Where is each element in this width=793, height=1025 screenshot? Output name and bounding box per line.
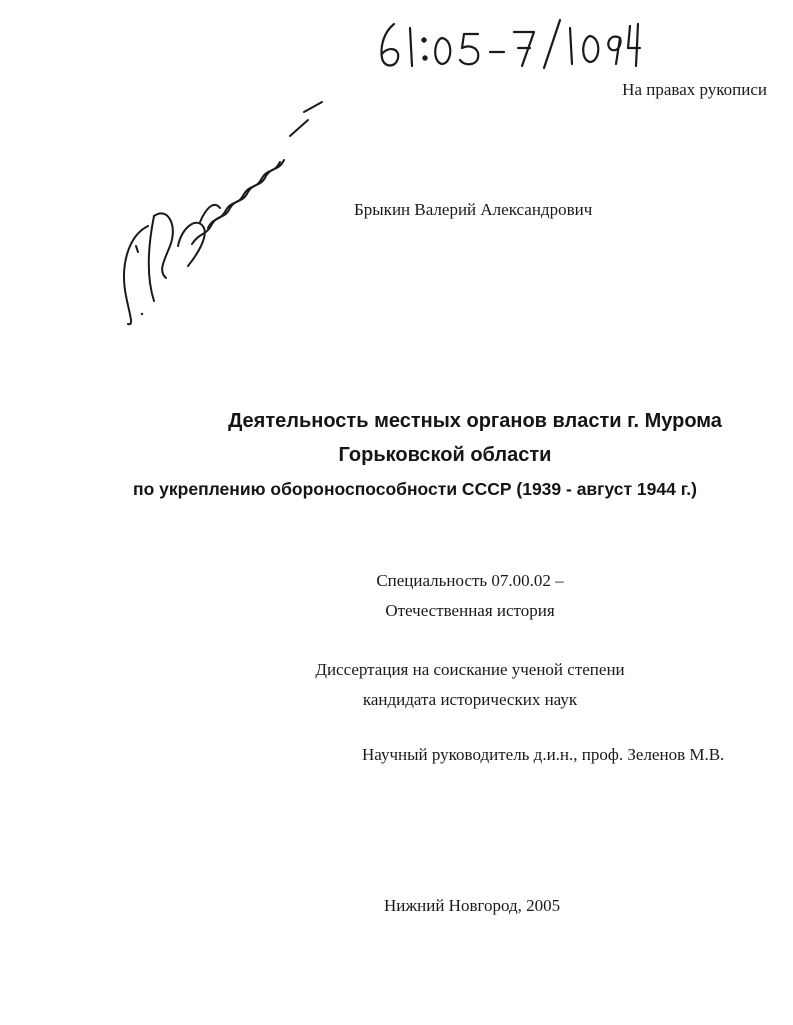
specialty-name: Отечественная история xyxy=(385,601,555,620)
handwritten-code-drawing xyxy=(372,14,642,74)
place-and-year: Нижний Новгород, 2005 xyxy=(384,896,561,915)
rights-notice: На правах рукописи xyxy=(622,80,767,99)
dissertation-title xyxy=(133,404,793,506)
specialty-code: Специальность 07.00.02 – xyxy=(376,571,564,590)
title-line-1: Деятельность местных органов власти г. Мурома xyxy=(228,410,722,432)
signature-drawing xyxy=(108,96,328,336)
handwritten-archive-code xyxy=(372,14,642,74)
degree-block xyxy=(300,655,640,715)
scientific-supervisor: Научный руководитель д.и.н., проф. Зеленов М.В. xyxy=(362,745,725,764)
degree-line-2: кандидата исторических наук xyxy=(362,690,578,709)
author-signature xyxy=(108,96,328,336)
title-line-3: по укреплению обороноспособности СССР (1939 - август 1944 г.) xyxy=(133,479,697,499)
title-line-2: Горьковской области xyxy=(338,444,552,466)
author-name: Брыкин Валерий Александрович xyxy=(354,200,593,219)
degree-line-1: Диссертация на соискание ученой степени xyxy=(315,660,625,679)
specialty-block xyxy=(340,566,600,626)
